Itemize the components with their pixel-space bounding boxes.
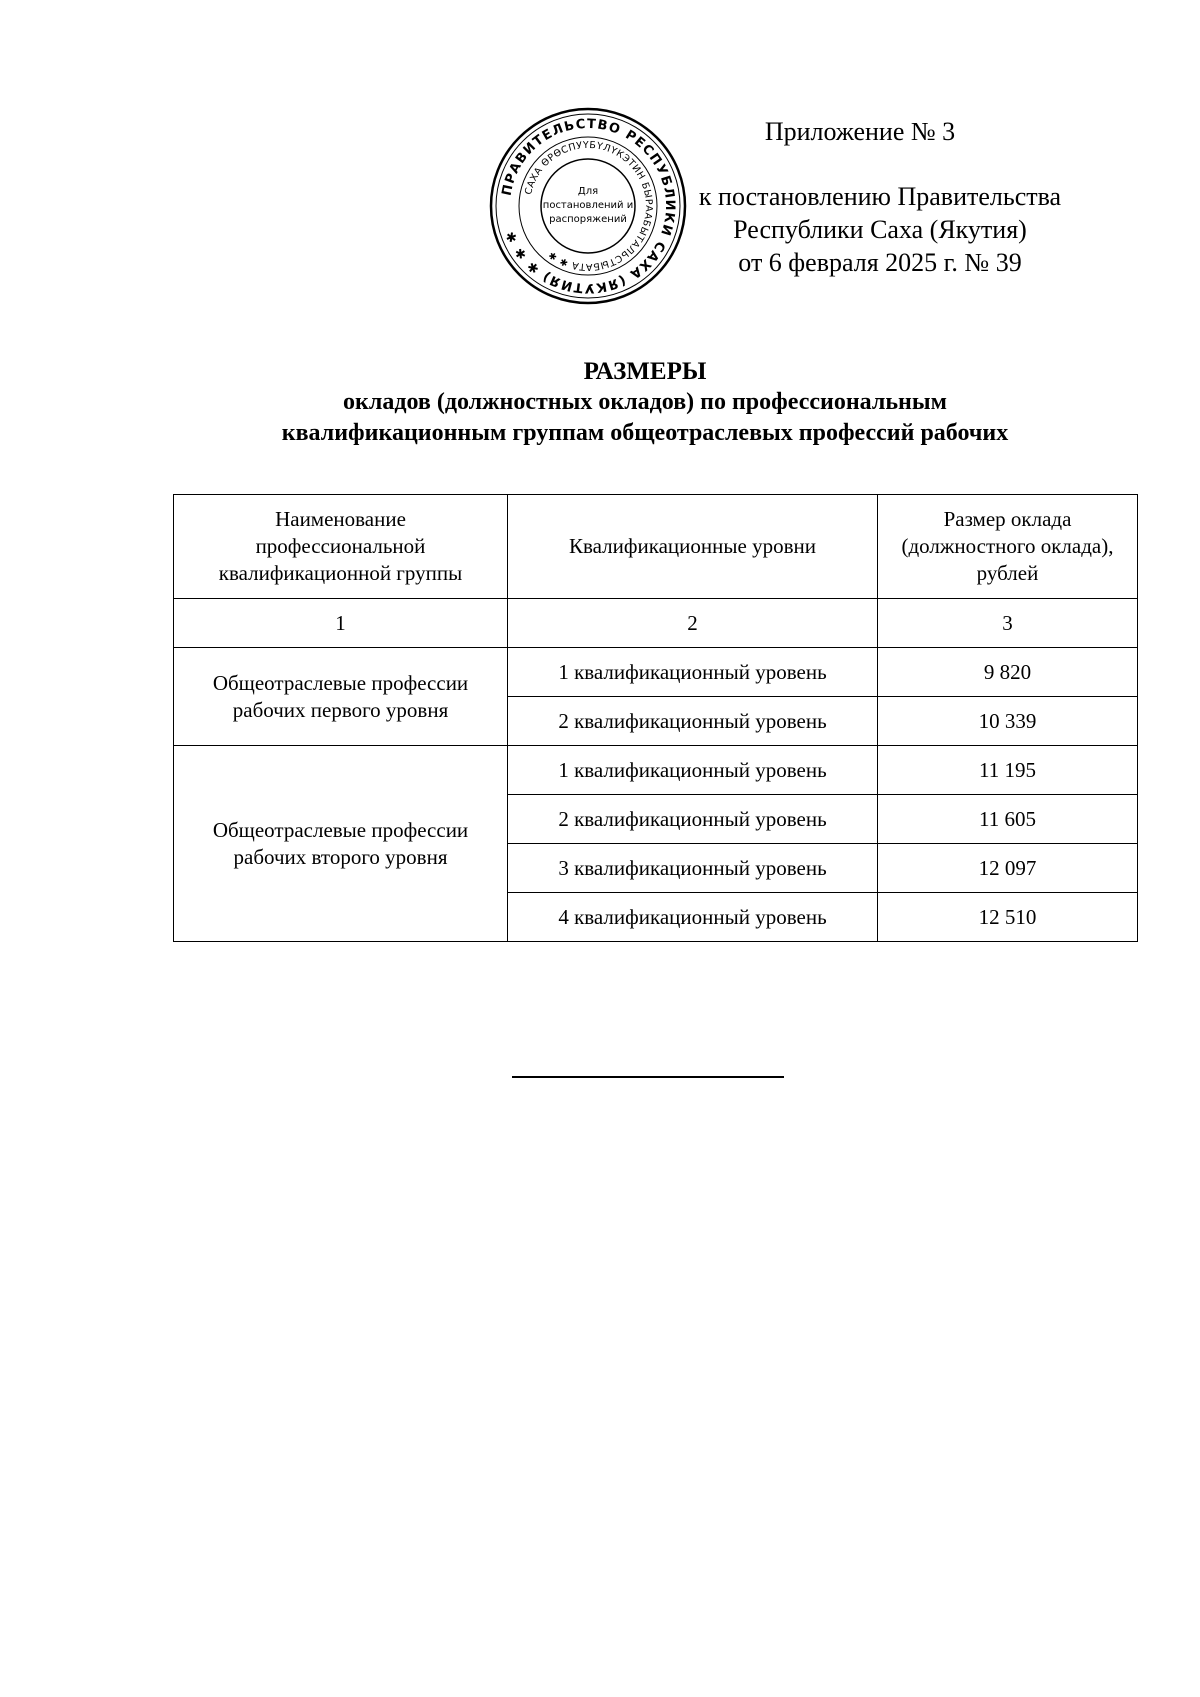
group-name-text: рабочих первого уровня xyxy=(232,697,449,722)
group-name-text: Общеотраслевые профессии xyxy=(212,670,469,695)
official-seal xyxy=(488,106,688,306)
salary-cell: 11 605 xyxy=(878,795,1138,844)
group-name-cell xyxy=(174,648,508,746)
column-number: 2 xyxy=(508,599,878,648)
header-text: квалификационной группы xyxy=(218,561,463,585)
salary-table xyxy=(173,494,1138,942)
column-number: 3 xyxy=(878,599,1138,648)
appendix-title: Приложение № 3 xyxy=(764,117,956,146)
appendix-line: к постановлению Правительства xyxy=(698,182,1062,211)
document-heading xyxy=(150,356,1140,449)
table-row xyxy=(174,648,1138,697)
salary-cell: 12 097 xyxy=(878,844,1138,893)
header-text: Размер оклада xyxy=(943,507,1072,531)
table-header-row xyxy=(174,495,1138,599)
header-cell-level xyxy=(508,495,878,599)
header-text: профессиональной xyxy=(255,534,426,558)
level-cell: 2 квалификационный уровень xyxy=(508,697,878,746)
group-name-text: рабочих второго уровня xyxy=(233,844,448,869)
header-text: Квалификационные уровни xyxy=(569,534,816,558)
appendix-line: Республики Саха (Якутия) xyxy=(733,215,1027,244)
table-row xyxy=(174,746,1138,795)
header-text: Наименование xyxy=(275,507,406,531)
level-cell: 2 квалификационный уровень xyxy=(508,795,878,844)
header-text: (должностного оклада), xyxy=(901,534,1114,558)
seal-center-text: распоряжений xyxy=(549,214,627,225)
group-name-text: Общеотраслевые профессии xyxy=(212,817,469,842)
appendix-line: от 6 февраля 2025 г. № 39 xyxy=(738,248,1022,277)
level-cell: 4 квалификационный уровень xyxy=(508,893,878,942)
salary-cell: 11 195 xyxy=(878,746,1138,795)
seal-center-text: Для xyxy=(577,186,599,197)
salary-cell: 9 820 xyxy=(878,648,1138,697)
seal-center-text: постановлений и xyxy=(542,200,634,211)
column-number: 1 xyxy=(174,599,508,648)
level-cell: 1 квалификационный уровень xyxy=(508,746,878,795)
end-divider xyxy=(512,1076,784,1078)
svg-text:ПРАВИТЕЛЬСТВО РЕСПУБЛИКИ САХА: ПРАВИТЕЛЬСТВО РЕСПУБЛИКИ САХА (ЯКУТИЯ) ✱ ✱ ✱ xyxy=(499,116,678,296)
group-name-cell xyxy=(174,746,508,942)
header-text: рублей xyxy=(976,561,1039,585)
level-cell: 1 квалификационный уровень xyxy=(508,648,878,697)
salary-cell: 10 339 xyxy=(878,697,1138,746)
appendix-reference xyxy=(670,180,1090,279)
header-cell-salary xyxy=(878,495,1138,599)
column-number-row xyxy=(174,599,1138,648)
heading-main: РАЗМЕРЫ xyxy=(583,358,707,385)
level-cell: 3 квалификационный уровень xyxy=(508,844,878,893)
heading-line: квалификационным группам общеотраслевых профессий рабочих xyxy=(281,420,1009,446)
svg-text:САХА ӨРӨСПУҮБҮЛҮКЭТИН БЫРААБЫТ: САХА ӨРӨСПУҮБҮЛҮКЭТИН БЫРААБЫТАЛЬСТЫБАТА ✱ ✱ xyxy=(523,139,655,273)
heading-line: окладов (должностных окладов) по профессиональным xyxy=(343,389,947,415)
salary-cell: 12 510 xyxy=(878,893,1138,942)
header-cell-group xyxy=(174,495,508,599)
